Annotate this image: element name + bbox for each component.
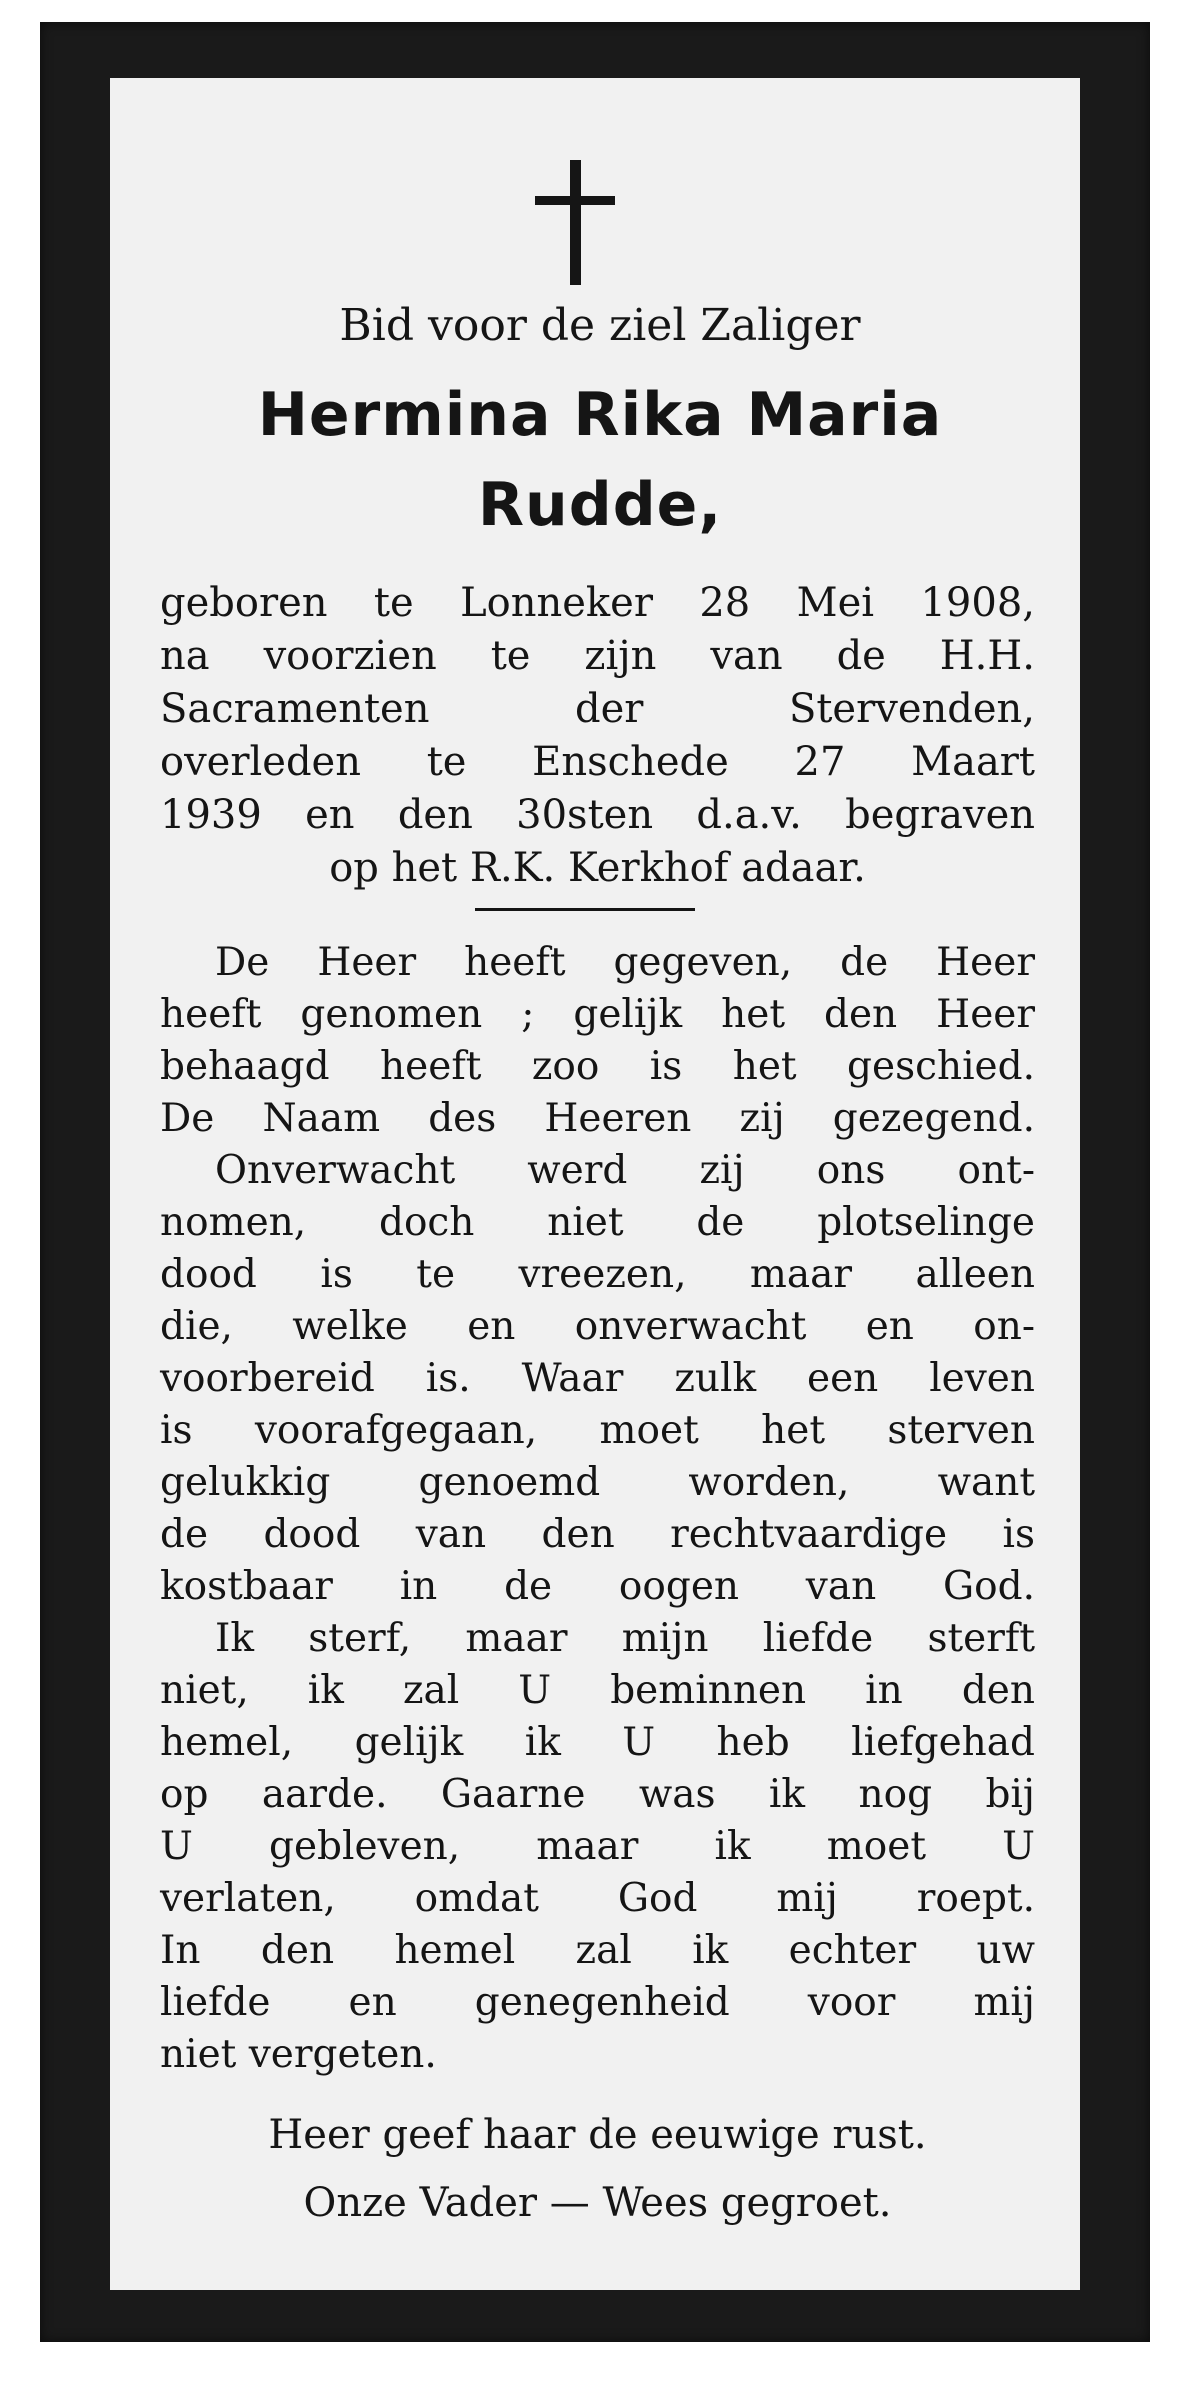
text-line: hemel, gelijk ik U heb liefgehad: [160, 1720, 1035, 1765]
bio-line: overleden te Enschede 27 Maart: [160, 739, 1035, 785]
text-line: De Naam des Heeren zij gezegend.: [160, 1096, 1035, 1141]
pray-line: Bid voor de ziel Zaliger: [339, 300, 861, 351]
text-line: niet, ik zal U beminnen in den: [160, 1668, 1035, 1713]
text-line: In den hemel zal ik echter uw: [160, 1928, 1035, 1973]
bio-line: na voorzien te zijn van de H.H.: [160, 633, 1035, 679]
text-line: is voorafgegaan, moet het sterven: [160, 1408, 1035, 1453]
text-line: behaagd heeft zoo is het geschied.: [160, 1044, 1035, 1089]
text-line: De Heer heeft gegeven, de Heer: [215, 940, 1035, 985]
text-line: liefde en genegenheid voor mij: [160, 1980, 1035, 2025]
deceased-name-line-1: Hermina Rika Maria: [257, 380, 943, 450]
text-line: verlaten, omdat God mij roept.: [160, 1876, 1035, 1921]
text-line: Onverwacht werd zij ons ont-: [215, 1148, 1035, 1193]
cross-icon: [535, 160, 615, 285]
text-line: kostbaar in de oogen van God.: [160, 1564, 1035, 1609]
text-line: nomen, doch niet de plotselinge: [160, 1200, 1035, 1245]
deceased-name-line-2: Rudde,: [477, 470, 723, 540]
text-line: niet vergeten.: [160, 2032, 437, 2077]
bio-line: 1939 en den 30sten d.a.v. begraven: [160, 792, 1035, 838]
text-line: voorbereid is. Waar zulk een leven: [160, 1356, 1035, 1401]
text-line: gelukkig genoemd worden, want: [160, 1460, 1035, 1505]
text-line: U gebleven, maar ik moet U: [160, 1824, 1035, 1869]
text-line: dood is te vreezen, maar alleen: [160, 1252, 1035, 1297]
text-line: de dood van den rechtvaardige is: [160, 1512, 1035, 1557]
text-line: Ik sterf, maar mijn liefde sterft: [215, 1616, 1035, 1661]
closing-line-2: Onze Vader — Wees gegroet.: [303, 2180, 892, 2226]
bio-line: Sacramenten der Stervenden,: [160, 686, 1035, 732]
divider-rule: [475, 908, 695, 911]
text-line: heeft genomen ; gelijk het den Heer: [160, 992, 1035, 1037]
bio-line: op het R.K. Kerkhof adaar.: [329, 845, 866, 891]
closing-line-1: Heer geef haar de eeuwige rust.: [268, 2112, 927, 2158]
text-line: die, welke en onverwacht en on-: [160, 1304, 1035, 1349]
text-line: op aarde. Gaarne was ik nog bij: [160, 1772, 1035, 1817]
bio-line: geboren te Lonneker 28 Mei 1908,: [160, 580, 1035, 626]
